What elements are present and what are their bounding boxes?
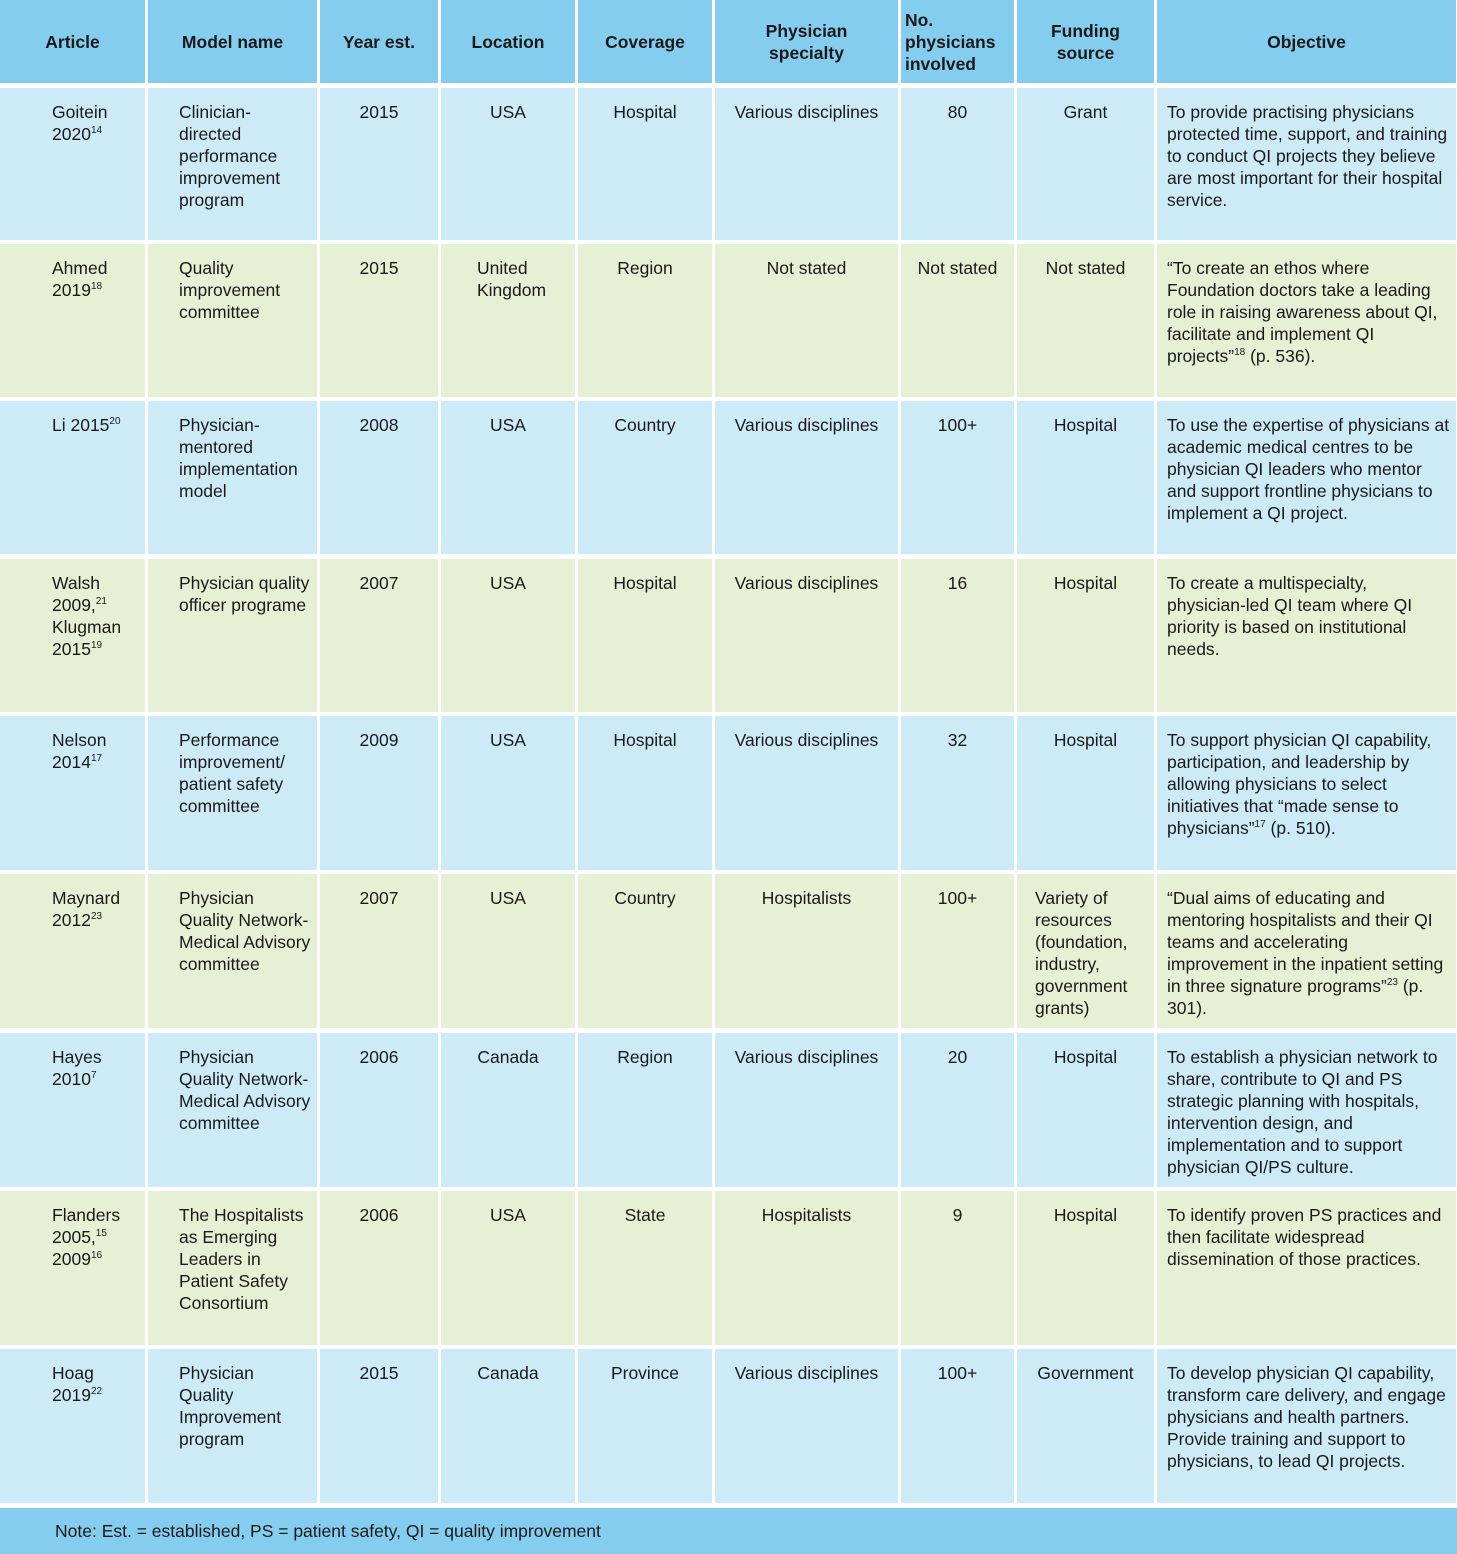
cell-coverage-text: Country — [614, 888, 676, 908]
cell-location — [441, 88, 575, 240]
cell-model-name-text: Physician Quality Network-Medical Advisory committee — [179, 1047, 311, 1133]
cell-physician-specialty-text: Various disciplines — [734, 102, 879, 122]
reference-superscript: 21 — [95, 596, 107, 607]
objective-text: To establish a physician network to share, contribute to QI and PS strategic planning with hospitals, intervention design, and implementation and to support physician QI/PS culture. — [1167, 1047, 1438, 1177]
cell-no-physicians — [901, 559, 1014, 712]
cell-objective — [1157, 244, 1456, 397]
article-citation: Goitein 2020 — [52, 102, 108, 144]
cell-funding-source-text: Grant — [1063, 102, 1108, 122]
cell-location — [441, 244, 575, 397]
cell-model-name — [148, 1349, 317, 1503]
cell-objective — [1157, 1033, 1456, 1187]
cell-location-text: USA — [490, 415, 526, 435]
cell-funding-source — [1017, 1033, 1154, 1187]
cell-coverage — [578, 1033, 712, 1187]
header-model-name: Model name — [148, 0, 317, 83]
cell-article-text — [52, 887, 132, 931]
cell-coverage — [578, 244, 712, 397]
cell-no-physicians-text: 100+ — [937, 415, 978, 435]
cell-year-est — [320, 874, 438, 1028]
reference-superscript: 23 — [1386, 977, 1398, 988]
cell-no-physicians — [901, 874, 1014, 1028]
cell-funding-source — [1017, 244, 1154, 397]
article-citation: Maynard 2012 — [52, 888, 121, 930]
cell-objective-text — [1167, 101, 1450, 211]
header-physician-specialty: Physician specialty — [715, 0, 898, 83]
cell-no-physicians — [901, 244, 1014, 397]
article-citation: Hayes 2010 — [52, 1047, 102, 1089]
cell-article — [0, 1033, 145, 1187]
cell-coverage-text: Province — [610, 1363, 680, 1383]
cell-coverage-text: Country — [614, 415, 676, 435]
cell-year-est-text: 2006 — [359, 1205, 399, 1225]
cell-location — [441, 1033, 575, 1187]
cell-physician-specialty — [715, 874, 898, 1028]
cell-physician-specialty — [715, 716, 898, 870]
cell-funding-source-text: Hospital — [1053, 1047, 1118, 1067]
cell-model-name — [148, 244, 317, 397]
cell-funding-source — [1017, 874, 1154, 1028]
cell-model-name — [148, 1191, 317, 1345]
cell-coverage — [578, 1349, 712, 1503]
cell-location-text: Canada — [477, 1363, 539, 1383]
reference-superscript: 18 — [90, 281, 103, 292]
cell-physician-specialty-text: Various disciplines — [734, 730, 879, 750]
cell-no-physicians-text: Not stated — [917, 258, 998, 278]
cell-article — [0, 1349, 145, 1503]
cell-article-text — [52, 257, 132, 301]
cell-year-est — [320, 88, 438, 240]
cell-funding-source — [1017, 559, 1154, 712]
cell-objective-text — [1167, 414, 1450, 524]
cell-year-est — [320, 244, 438, 397]
cell-coverage-text: Hospital — [613, 730, 677, 750]
cell-coverage — [578, 874, 712, 1028]
header-objective: Objective — [1157, 0, 1456, 83]
cell-funding-source-text: Hospital — [1053, 730, 1118, 750]
cell-location-text: USA — [490, 730, 526, 750]
cell-location — [441, 1349, 575, 1503]
cell-no-physicians — [901, 716, 1014, 870]
cell-funding-source-text: Not stated — [1045, 258, 1126, 278]
cell-no-physicians — [901, 1033, 1014, 1187]
cell-article-text — [52, 414, 132, 436]
cell-funding-source — [1017, 1349, 1154, 1503]
cell-year-est-text: 2006 — [359, 1047, 399, 1067]
objective-text: To identify proven PS practices and then facilitate widespread dissemination of those practices. — [1167, 1205, 1442, 1269]
cell-objective-text — [1167, 1362, 1450, 1472]
cell-model-name-text: Physician Quality Network-Medical Advisory committee — [179, 888, 311, 974]
cell-funding-source — [1017, 716, 1154, 870]
cell-funding-source-text: Variety of resources (foundation, industry, government grants) — [1035, 888, 1128, 1018]
reference-superscript: 22 — [90, 1386, 103, 1397]
cell-no-physicians — [901, 1349, 1014, 1503]
objective-text: To develop physician QI capability, transform care delivery, and engage physicians and health partners. Provide training and support to physicians, to lead QI projects. — [1167, 1363, 1446, 1471]
cell-coverage — [578, 401, 712, 554]
table-row — [0, 1033, 1457, 1187]
table-row — [0, 401, 1457, 554]
cell-objective — [1157, 401, 1456, 554]
cell-coverage — [578, 88, 712, 240]
cell-coverage-text: Hospital — [613, 573, 677, 593]
table-row — [0, 244, 1457, 397]
page-reference: (p. 301). — [1167, 976, 1424, 1018]
table-footnote: Note: Est. = established, PS = patient safety, QI = quality improvement — [0, 1508, 1457, 1554]
cell-physician-specialty — [715, 401, 898, 554]
cell-model-name-text: Physician-mentored implementation model — [179, 415, 298, 501]
cell-year-est-text: 2015 — [359, 1363, 399, 1383]
cell-physician-specialty — [715, 88, 898, 240]
cell-year-est — [320, 401, 438, 554]
cell-physician-specialty — [715, 1191, 898, 1345]
cell-no-physicians — [901, 88, 1014, 240]
cell-coverage-text: Region — [617, 258, 673, 278]
cell-year-est — [320, 1349, 438, 1503]
cell-objective — [1157, 559, 1456, 712]
cell-coverage-text: State — [624, 1205, 666, 1225]
reference-superscript: 23 — [90, 911, 103, 922]
cell-coverage — [578, 559, 712, 712]
cell-location — [441, 1191, 575, 1345]
article-citation: Hoag 2019 — [52, 1363, 94, 1405]
cell-no-physicians-text: 100+ — [937, 1363, 978, 1383]
article-citation-secondary: Klugman 2015 — [52, 617, 122, 659]
cell-model-name-text: Clinician-directed performance improvement program — [179, 102, 281, 210]
header-year-est: Year est. — [320, 0, 438, 83]
header-article: Article — [0, 0, 145, 83]
cell-article-text — [52, 1046, 132, 1090]
cell-model-name — [148, 88, 317, 240]
cell-model-name-text: Physician Quality Improvement program — [179, 1363, 282, 1449]
reference-superscript: 17 — [1254, 819, 1266, 830]
objective-text: “Dual aims of educating and mentoring hospitalists and their QI teams and accelerating improvement in the inpatient setting in three signature programs” — [1167, 888, 1444, 996]
cell-year-est-text: 2009 — [359, 730, 399, 750]
cell-physician-specialty — [715, 559, 898, 712]
table-row — [0, 1191, 1457, 1345]
cell-objective — [1157, 88, 1456, 240]
objective-text: To support physician QI capability, participation, and leadership by allowing physicians to select initiatives that “made sense to physicians” — [1167, 730, 1432, 838]
header-funding-source: Funding source — [1017, 0, 1154, 83]
cell-year-est-text: 2007 — [359, 888, 399, 908]
cell-physician-specialty-text: Various disciplines — [734, 1047, 879, 1067]
cell-article — [0, 1191, 145, 1345]
objective-text: “To create an ethos where Foundation doctors take a leading role in raising awareness about QI, facilitate and implement QI projects” — [1167, 258, 1438, 366]
cell-no-physicians — [901, 401, 1014, 554]
cell-year-est — [320, 716, 438, 870]
cell-location-text: USA — [490, 1205, 526, 1225]
cell-article-text — [52, 1362, 132, 1406]
reference-superscript: 18 — [1234, 347, 1246, 358]
page-reference: (p. 510). — [1265, 818, 1336, 838]
cell-location — [441, 401, 575, 554]
cell-objective — [1157, 1349, 1456, 1503]
cell-year-est — [320, 1033, 438, 1187]
cell-model-name-text: The Hospitalists as Emerging Leaders in Patient Safety Consortium — [179, 1205, 304, 1313]
table-row — [0, 559, 1457, 712]
cell-coverage-text: Hospital — [613, 102, 677, 122]
cell-objective — [1157, 716, 1456, 870]
cell-funding-source-text: Hospital — [1053, 1205, 1118, 1225]
cell-article-text — [52, 1204, 132, 1270]
cell-coverage — [578, 1191, 712, 1345]
cell-location-text: Canada — [477, 1047, 539, 1067]
cell-model-name-text: Physician quality officer programe — [179, 573, 310, 615]
cell-model-name-text: Quality improvement committee — [179, 258, 281, 322]
table-row — [0, 1349, 1457, 1503]
cell-year-est — [320, 559, 438, 712]
article-citation: Li 2015 — [52, 415, 110, 435]
reference-superscript: 14 — [90, 125, 103, 136]
cell-funding-source — [1017, 88, 1154, 240]
cell-location — [441, 716, 575, 870]
article-citation: Flanders 2005, — [52, 1205, 121, 1247]
cell-physician-specialty-text: Hospitalists — [761, 888, 852, 908]
objective-text: To use the expertise of physicians at academic medical centres to be physician QI leaders who mentor and support frontline physicians to implement a QI project. — [1167, 415, 1450, 523]
cell-location-text: USA — [490, 573, 526, 593]
cell-location — [441, 874, 575, 1028]
cell-objective-text — [1167, 572, 1450, 660]
reference-superscript: 20 — [109, 416, 121, 427]
cell-article — [0, 244, 145, 397]
reference-superscript: 7 — [90, 1070, 97, 1081]
article-citation: Ahmed 2019 — [52, 258, 108, 300]
table-row — [0, 874, 1457, 1028]
cell-physician-specialty-text: Various disciplines — [734, 415, 879, 435]
cell-article — [0, 716, 145, 870]
cell-no-physicians-text: 16 — [947, 573, 968, 593]
reference-superscript: 19 — [90, 640, 103, 651]
table-row — [0, 716, 1457, 870]
header-coverage: Coverage — [578, 0, 712, 83]
cell-objective-text — [1167, 887, 1450, 1019]
cell-year-est — [320, 1191, 438, 1345]
objective-text: To provide practising physicians protected time, support, and training to conduct QI projects they believe are most important for their hospital service. — [1167, 102, 1448, 210]
cell-objective-text — [1167, 729, 1450, 839]
cell-article — [0, 874, 145, 1028]
reference-superscript: 16 — [90, 1250, 103, 1261]
cell-funding-source — [1017, 1191, 1154, 1345]
cell-no-physicians — [901, 1191, 1014, 1345]
cell-article-text — [52, 729, 132, 773]
cell-article — [0, 559, 145, 712]
page-reference: (p. 536). — [1245, 346, 1316, 366]
cell-coverage-text: Region — [617, 1047, 673, 1067]
cell-physician-specialty-text: Hospitalists — [761, 1205, 852, 1225]
cell-funding-source-text: Government — [1037, 1363, 1134, 1383]
cell-no-physicians-text: 100+ — [937, 888, 978, 908]
header-location: Location — [441, 0, 575, 83]
cell-year-est-text: 2008 — [359, 415, 399, 435]
cell-coverage — [578, 716, 712, 870]
table-row — [0, 88, 1457, 240]
cell-objective — [1157, 1191, 1456, 1345]
cell-no-physicians-text: 80 — [947, 102, 968, 122]
article-citation-secondary: 2009 — [52, 1249, 91, 1269]
cell-no-physicians-text: 9 — [952, 1205, 963, 1225]
cell-physician-specialty-text: Various disciplines — [734, 1363, 879, 1383]
cell-article — [0, 401, 145, 554]
cell-year-est-text: 2007 — [359, 573, 399, 593]
cell-funding-source — [1017, 401, 1154, 554]
cell-model-name — [148, 401, 317, 554]
cell-location-text: United Kingdom — [477, 258, 547, 300]
reference-superscript: 17 — [90, 753, 103, 764]
cell-funding-source-text: Hospital — [1053, 573, 1118, 593]
cell-objective — [1157, 874, 1456, 1028]
cell-physician-specialty — [715, 1349, 898, 1503]
article-citation: Nelson 2014 — [52, 730, 107, 772]
cell-model-name — [148, 716, 317, 870]
table-header-row — [0, 0, 1457, 83]
objective-text: To create a multispecialty, physician-led QI team where QI priority is based on institutional needs. — [1167, 573, 1413, 659]
cell-location-text: USA — [490, 102, 526, 122]
cell-objective-text — [1167, 1204, 1450, 1270]
cell-location-text: USA — [490, 888, 526, 908]
cell-objective-text — [1167, 1046, 1450, 1178]
cell-no-physicians-text: 32 — [947, 730, 968, 750]
cell-article-text — [52, 572, 132, 660]
cell-article-text — [52, 101, 132, 145]
reference-superscript: 15 — [95, 1228, 107, 1239]
cell-model-name — [148, 1033, 317, 1187]
cell-physician-specialty — [715, 1033, 898, 1187]
cell-location — [441, 559, 575, 712]
cell-model-name — [148, 874, 317, 1028]
header-no-physicians: No. physicians involved — [901, 0, 1014, 83]
cell-year-est-text: 2015 — [359, 258, 399, 278]
article-citation: Walsh 2009, — [52, 573, 100, 615]
cell-year-est-text: 2015 — [359, 102, 399, 122]
cell-model-name-text: Performance improvement/ patient safety committee — [179, 730, 286, 816]
cell-physician-specialty-text: Various disciplines — [734, 573, 879, 593]
cell-article — [0, 88, 145, 240]
cell-model-name — [148, 559, 317, 712]
cell-no-physicians-text: 20 — [947, 1047, 968, 1067]
cell-objective-text — [1167, 257, 1450, 367]
cell-physician-specialty — [715, 244, 898, 397]
cell-physician-specialty-text: Not stated — [766, 258, 847, 278]
cell-funding-source-text: Hospital — [1053, 415, 1118, 435]
